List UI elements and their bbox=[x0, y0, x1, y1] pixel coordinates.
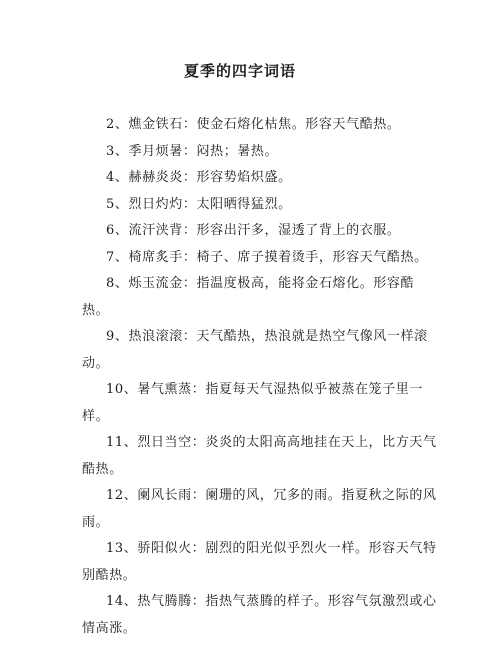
entry-continuation-line: 样。 bbox=[82, 408, 110, 424]
list-item bbox=[82, 483, 442, 536]
entry-continuation-line: 情高涨。 bbox=[82, 620, 137, 636]
entry-first-line bbox=[106, 245, 442, 272]
entry-number: 6、 bbox=[106, 223, 129, 238]
entry-number: 13、 bbox=[106, 541, 138, 556]
entry-first-line bbox=[106, 192, 442, 219]
entry-word: 烈日当空 bbox=[137, 435, 192, 450]
entry-first-line bbox=[106, 483, 442, 510]
entry-separator: ： bbox=[182, 329, 197, 344]
entry-word: 椅席炙手 bbox=[128, 249, 183, 265]
entry-number: 4、 bbox=[106, 170, 129, 185]
entry-definition: 形容出汗多，湿透了背上的衣服。 bbox=[196, 223, 401, 238]
entry-definition: 使金石熔化枯焦。形容天气酷热。 bbox=[196, 117, 401, 132]
entry-first-line bbox=[106, 112, 442, 139]
list-item bbox=[82, 589, 442, 642]
entry-number: 9、 bbox=[106, 329, 129, 344]
entry-number: 8、 bbox=[106, 276, 129, 291]
entry-number: 11、 bbox=[106, 435, 138, 450]
entry-continuation-line: 热。 bbox=[82, 302, 110, 318]
list-item bbox=[82, 324, 442, 377]
entry-definition: 形容势焰炽盛。 bbox=[196, 170, 292, 185]
entry-first-line bbox=[106, 377, 442, 404]
entry-word: 流汗浃背 bbox=[128, 223, 183, 238]
entry-separator: ： bbox=[191, 435, 206, 450]
entry-definition: 指热气蒸腾的样子。形容气氛激烈或心 bbox=[205, 594, 437, 609]
entry-number: 12、 bbox=[106, 488, 138, 503]
entry-list bbox=[82, 112, 442, 642]
list-item bbox=[82, 245, 442, 272]
entry-separator: ： bbox=[182, 276, 197, 291]
entry-separator: ： bbox=[182, 223, 197, 238]
entry-definition: 天气酷热，热浪就是热空气像风一样滚 bbox=[196, 329, 428, 344]
entry-first-line bbox=[106, 139, 442, 166]
entry-number: 14、 bbox=[106, 594, 138, 609]
entry-definition: 炎炎的太阳高高地挂在天上，比方天气 bbox=[205, 435, 437, 450]
entry-word: 赫赫炎炎 bbox=[128, 170, 183, 185]
entry-word: 燋金铁石 bbox=[128, 117, 183, 132]
entry-word: 骄阳似火 bbox=[137, 541, 192, 556]
entry-continuation-line: 别酷热。 bbox=[82, 567, 137, 583]
entry-separator: ： bbox=[182, 143, 197, 159]
entry-word: 季月烦暑 bbox=[128, 143, 183, 159]
list-item bbox=[82, 271, 442, 324]
list-item bbox=[82, 165, 442, 192]
entry-definition: 指夏每天气湿热似乎被蒸在笼子里一 bbox=[205, 382, 423, 397]
entry-separator: ： bbox=[182, 170, 197, 185]
entry-separator: ： bbox=[182, 196, 197, 212]
entry-first-line bbox=[106, 218, 442, 245]
entry-first-line bbox=[106, 536, 442, 563]
list-item bbox=[82, 377, 442, 430]
list-item bbox=[82, 430, 442, 483]
entry-word: 烁玉流金 bbox=[128, 276, 183, 291]
entry-word: 暑气熏蒸 bbox=[137, 382, 192, 397]
list-item bbox=[82, 139, 442, 166]
entry-word: 阑风长雨 bbox=[137, 488, 192, 503]
entry-first-line bbox=[106, 271, 442, 298]
list-item bbox=[82, 112, 442, 139]
entry-word: 烈日灼灼 bbox=[128, 196, 183, 212]
entry-definition: 剧烈的阳光似乎烈火一样。形容天气特 bbox=[205, 541, 437, 556]
entry-number: 10、 bbox=[106, 382, 138, 397]
entry-definition: 椅子、席子摸着烫手，形容天气酷热。 bbox=[196, 249, 428, 265]
entry-separator: ： bbox=[191, 594, 206, 609]
entry-number: 5、 bbox=[106, 196, 129, 212]
entry-definition: 指温度极高，能将金石熔化。形容酷 bbox=[196, 276, 415, 291]
entry-separator: ： bbox=[191, 488, 206, 503]
entry-number: 3、 bbox=[106, 143, 129, 159]
list-item bbox=[82, 536, 442, 589]
entry-definition: 闷热；暑热。 bbox=[196, 143, 279, 159]
entry-first-line bbox=[106, 589, 442, 616]
page-title: 夏季的四字词语 bbox=[183, 62, 296, 80]
entry-definition: 太阳晒得猛烈。 bbox=[196, 196, 292, 212]
entry-continuation-line: 雨。 bbox=[82, 514, 110, 530]
entry-word: 热气腾腾 bbox=[137, 594, 192, 609]
entry-number: 7、 bbox=[106, 249, 129, 265]
entry-word: 热浪滚滚 bbox=[128, 329, 183, 344]
entry-separator: ： bbox=[191, 382, 206, 397]
entry-first-line bbox=[106, 165, 442, 192]
list-item bbox=[82, 218, 442, 245]
entry-separator: ： bbox=[191, 541, 206, 556]
entry-first-line bbox=[106, 430, 442, 457]
entry-separator: ： bbox=[182, 117, 197, 132]
entry-continuation-line: 动。 bbox=[82, 355, 110, 371]
list-item bbox=[82, 192, 442, 219]
entry-first-line bbox=[106, 324, 442, 351]
entry-definition: 阑珊的风，冗多的雨。指夏秋之际的风 bbox=[205, 488, 437, 503]
entry-continuation-line: 酷热。 bbox=[82, 461, 123, 477]
entry-number: 2、 bbox=[106, 117, 129, 132]
entry-separator: ： bbox=[182, 249, 197, 265]
